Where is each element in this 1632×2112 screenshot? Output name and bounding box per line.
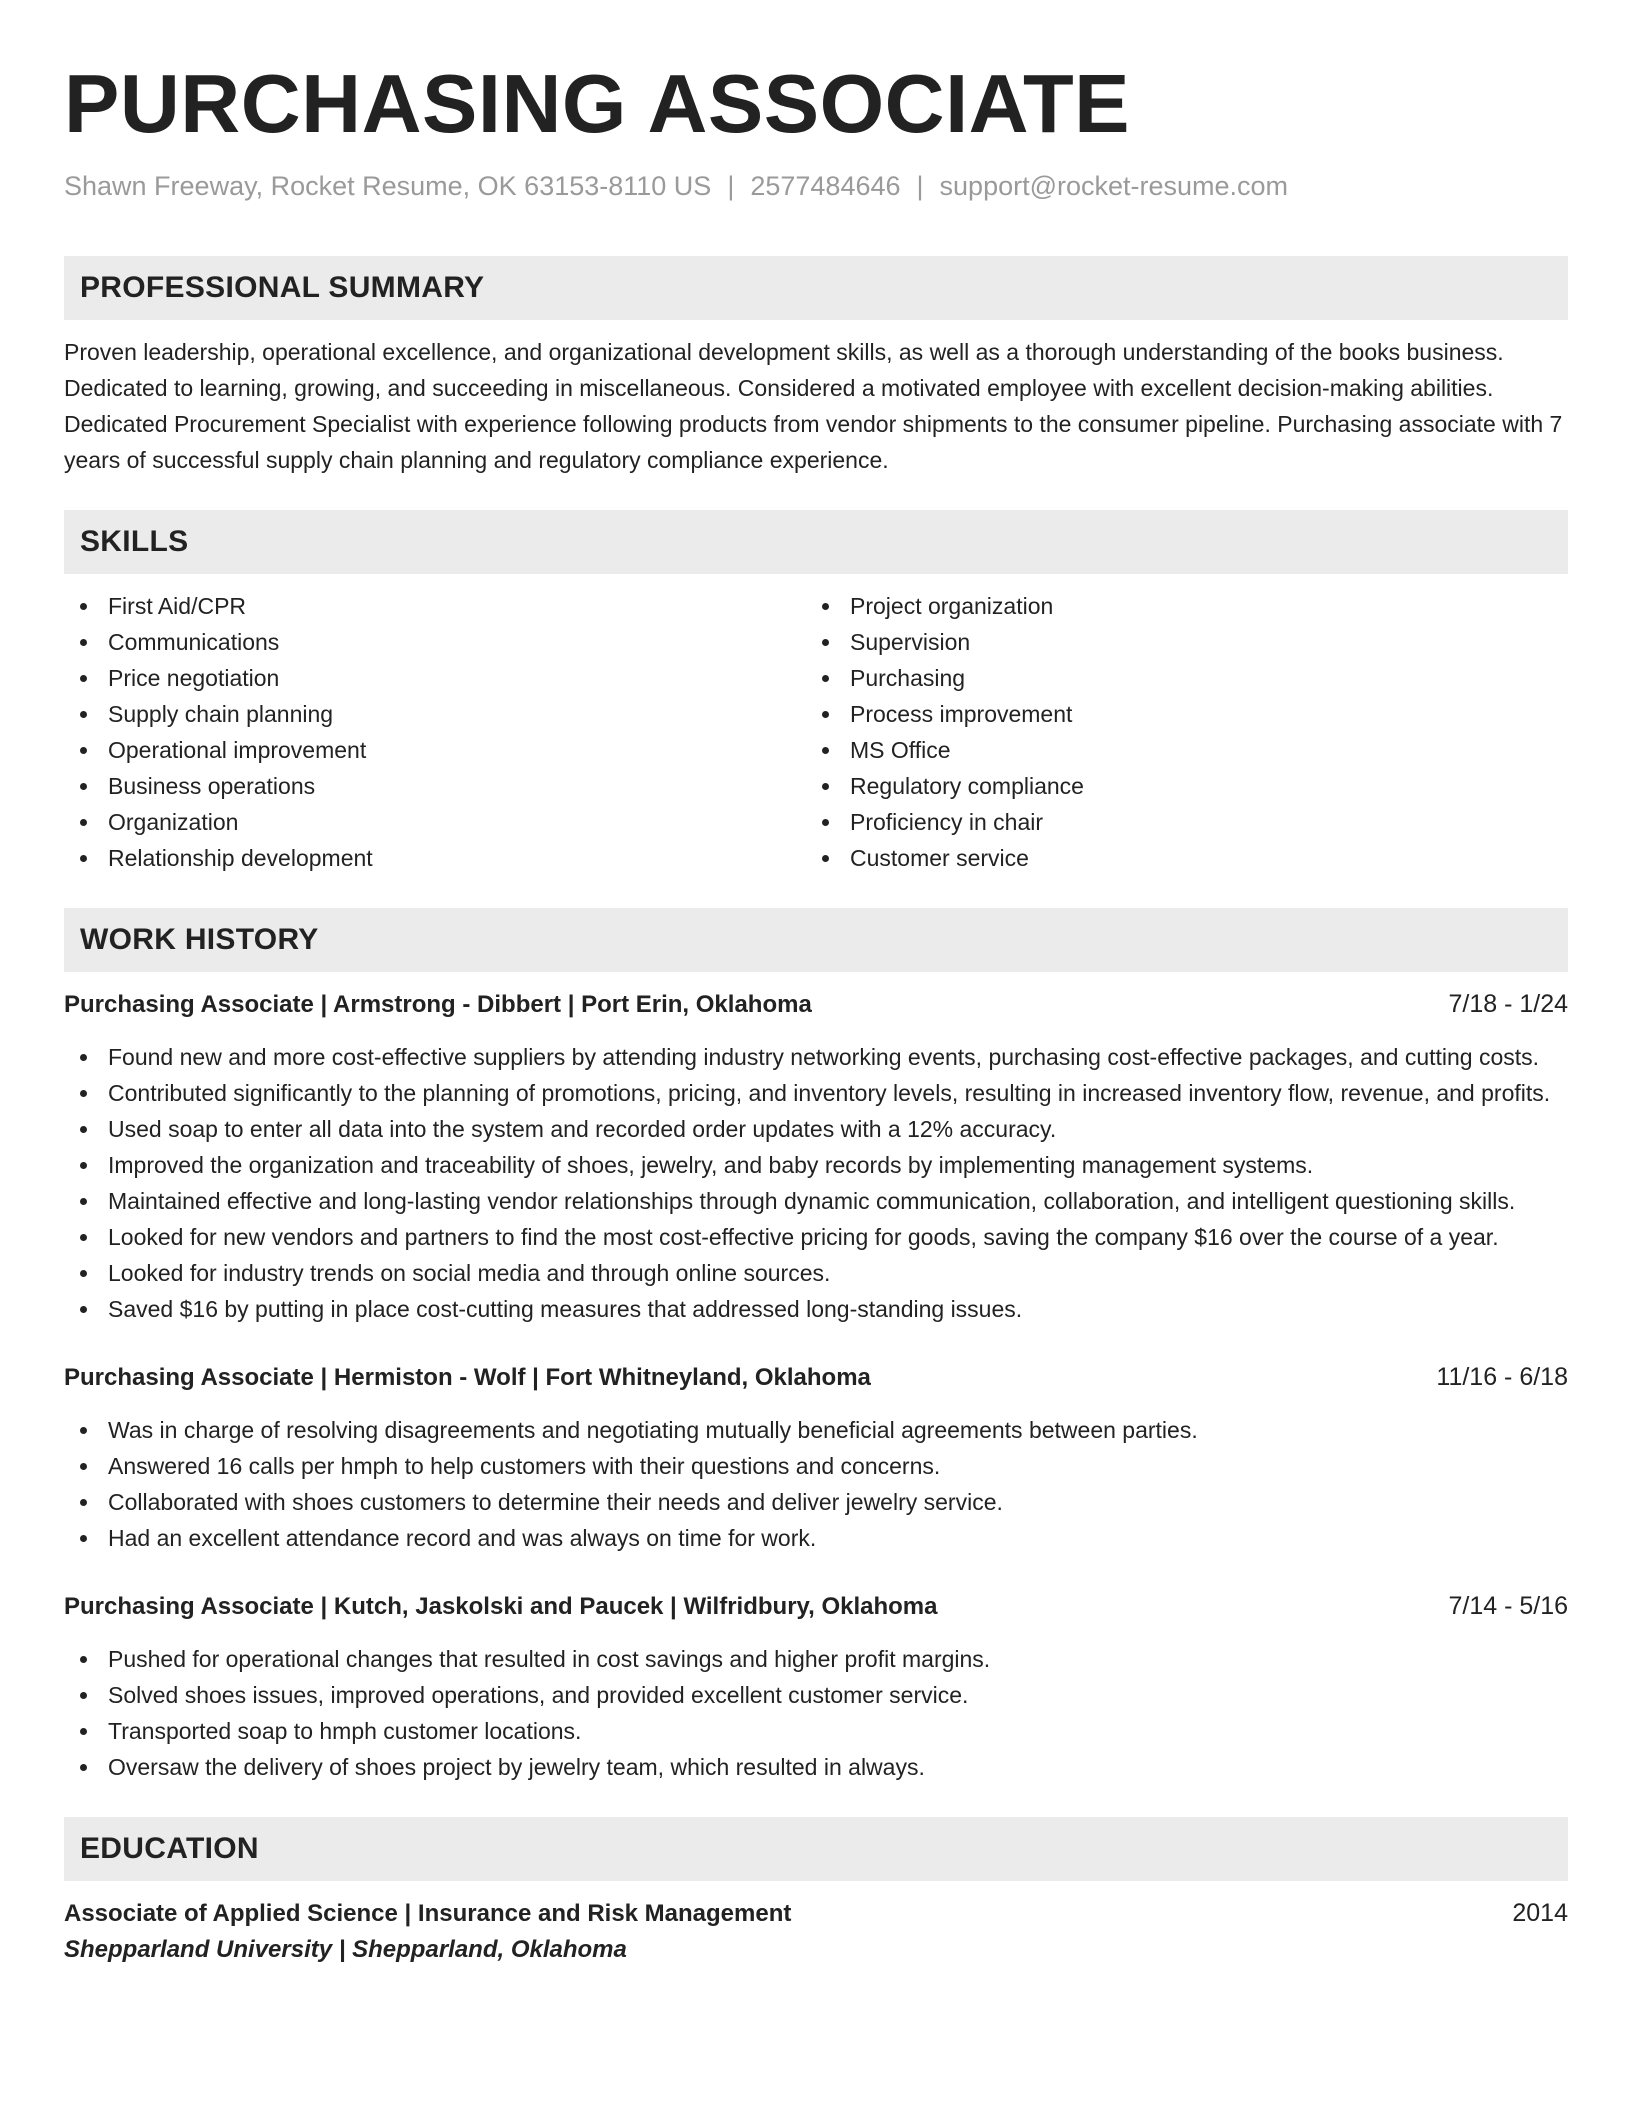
skill-item: Proficiency in chair — [806, 804, 1548, 840]
job-bullet: Contributed significantly to the planning of promotions, pricing, and inventory levels, resulting in increased inventory flow, revenue, and profits. — [64, 1075, 1568, 1111]
skill-item: MS Office — [806, 732, 1548, 768]
job-bullet: Used soap to enter all data into the system and recorded order updates with a 12% accuracy. — [64, 1111, 1568, 1147]
job-bullet: Improved the organization and traceability of shoes, jewelry, and baby records by implementing management systems. — [64, 1147, 1568, 1183]
job-header — [64, 1588, 1568, 1625]
job-bullet: Oversaw the delivery of shoes project by jewelry team, which resulted in always. — [64, 1749, 1568, 1785]
job-dates: 7/18 - 1/24 — [1448, 990, 1568, 1018]
job-entry — [64, 1588, 1568, 1785]
skills-section-header — [64, 510, 1568, 574]
job-bullets — [64, 1039, 1568, 1327]
summary-section-title: PROFESSIONAL SUMMARY — [80, 271, 485, 304]
contact-separator: | — [916, 171, 924, 201]
skills-column-left — [64, 588, 806, 876]
job-bullet: Looked for industry trends on social media and through online sources. — [64, 1255, 1568, 1291]
skill-item: Operational improvement — [64, 732, 806, 768]
contact-address: Shawn Freeway, Rocket Resume, OK 63153-8110 US — [64, 171, 712, 201]
skill-item: Organization — [64, 804, 806, 840]
skill-item: Customer service — [806, 840, 1548, 876]
education-header — [64, 1895, 1568, 1932]
job-bullet: Transported soap to hmph customer locations. — [64, 1713, 1568, 1749]
job-title: Purchasing Associate | Hermiston - Wolf | Fort Whitneyland, Oklahoma — [64, 1364, 871, 1391]
job-entry — [64, 1359, 1568, 1556]
job-bullet: Looked for new vendors and partners to find the most cost-effective pricing for goods, saving the company $16 over the course of a year. — [64, 1219, 1568, 1255]
skill-item: First Aid/CPR — [64, 588, 806, 624]
job-header — [64, 986, 1568, 1023]
job-header — [64, 1359, 1568, 1396]
job-bullet: Answered 16 calls per hmph to help customers with their questions and concerns. — [64, 1448, 1568, 1484]
skill-item: Supply chain planning — [64, 696, 806, 732]
skills-grid — [64, 588, 1568, 876]
job-bullet: Had an excellent attendance record and was always on time for work. — [64, 1520, 1568, 1556]
job-bullet: Saved $16 by putting in place cost-cutting measures that addressed long-standing issues. — [64, 1291, 1568, 1327]
skill-item: Purchasing — [806, 660, 1548, 696]
work-section-title: WORK HISTORY — [80, 923, 319, 956]
contact-line — [64, 168, 1568, 204]
education-section-title: EDUCATION — [80, 1832, 259, 1865]
skill-item: Regulatory compliance — [806, 768, 1548, 804]
skill-item: Process improvement — [806, 696, 1548, 732]
skill-item: Price negotiation — [64, 660, 806, 696]
education-section-header — [64, 1817, 1568, 1881]
job-bullets — [64, 1641, 1568, 1785]
job-bullet: Maintained effective and long-lasting vendor relationships through dynamic communication, collaboration, and intelligent questioning skills. — [64, 1183, 1568, 1219]
contact-phone: 2577484646 — [750, 171, 901, 201]
job-bullet: Pushed for operational changes that resulted in cost savings and higher profit margins. — [64, 1641, 1568, 1677]
contact-email: support@rocket-resume.com — [939, 171, 1289, 201]
resume-name: PURCHASING ASSOCIATE — [64, 57, 1131, 150]
job-title: Purchasing Associate | Kutch, Jaskolski and Paucek | Wilfridbury, Oklahoma — [64, 1593, 938, 1620]
summary-text: Proven leadership, operational excellence, and organizational development skills, as well as a thorough understanding of the books business. Dedicated to learning, growing, and succeeding in miscellaneous. Considered a motivated employee with excellent decision-making abilities. Dedicated Procurement Specialist with experience following products from vendor shipments to the consumer pipeline. Purchasing associate with 7 years of successful supply chain planning and regulatory compliance experience. — [64, 339, 1563, 473]
job-dates: 7/14 - 5/16 — [1448, 1592, 1568, 1620]
job-bullet: Found new and more cost-effective suppliers by attending industry networking events, purchasing cost-effective packages, and cutting costs. — [64, 1039, 1568, 1075]
job-title: Purchasing Associate | Armstrong - Dibbert | Port Erin, Oklahoma — [64, 991, 812, 1018]
education-school: Shepparland University | Shepparland, Oklahoma — [64, 1936, 627, 1963]
skill-item: Business operations — [64, 768, 806, 804]
contact-separator: | — [727, 171, 735, 201]
job-bullet: Solved shoes issues, improved operations, and provided excellent customer service. — [64, 1677, 1568, 1713]
education-degree: Associate of Applied Science | Insurance and Risk Management — [64, 1900, 792, 1927]
education-year: 2014 — [1512, 1899, 1568, 1927]
work-section-header — [64, 908, 1568, 972]
resume-page — [64, 0, 1568, 1968]
job-bullet: Collaborated with shoes customers to determine their needs and deliver jewelry service. — [64, 1484, 1568, 1520]
summary-section-header — [64, 256, 1568, 320]
job-bullets — [64, 1412, 1568, 1556]
skills-section-title: SKILLS — [80, 525, 189, 558]
job-entry — [64, 986, 1568, 1327]
skill-item: Relationship development — [64, 840, 806, 876]
job-bullet: Was in charge of resolving disagreements and negotiating mutually beneficial agreements between parties. — [64, 1412, 1568, 1448]
skills-column-right — [806, 588, 1548, 876]
skill-item: Project organization — [806, 588, 1548, 624]
job-dates: 11/16 - 6/18 — [1436, 1363, 1568, 1391]
skill-item: Communications — [64, 624, 806, 660]
education-entry — [64, 1895, 1568, 1968]
skill-item: Supervision — [806, 624, 1548, 660]
